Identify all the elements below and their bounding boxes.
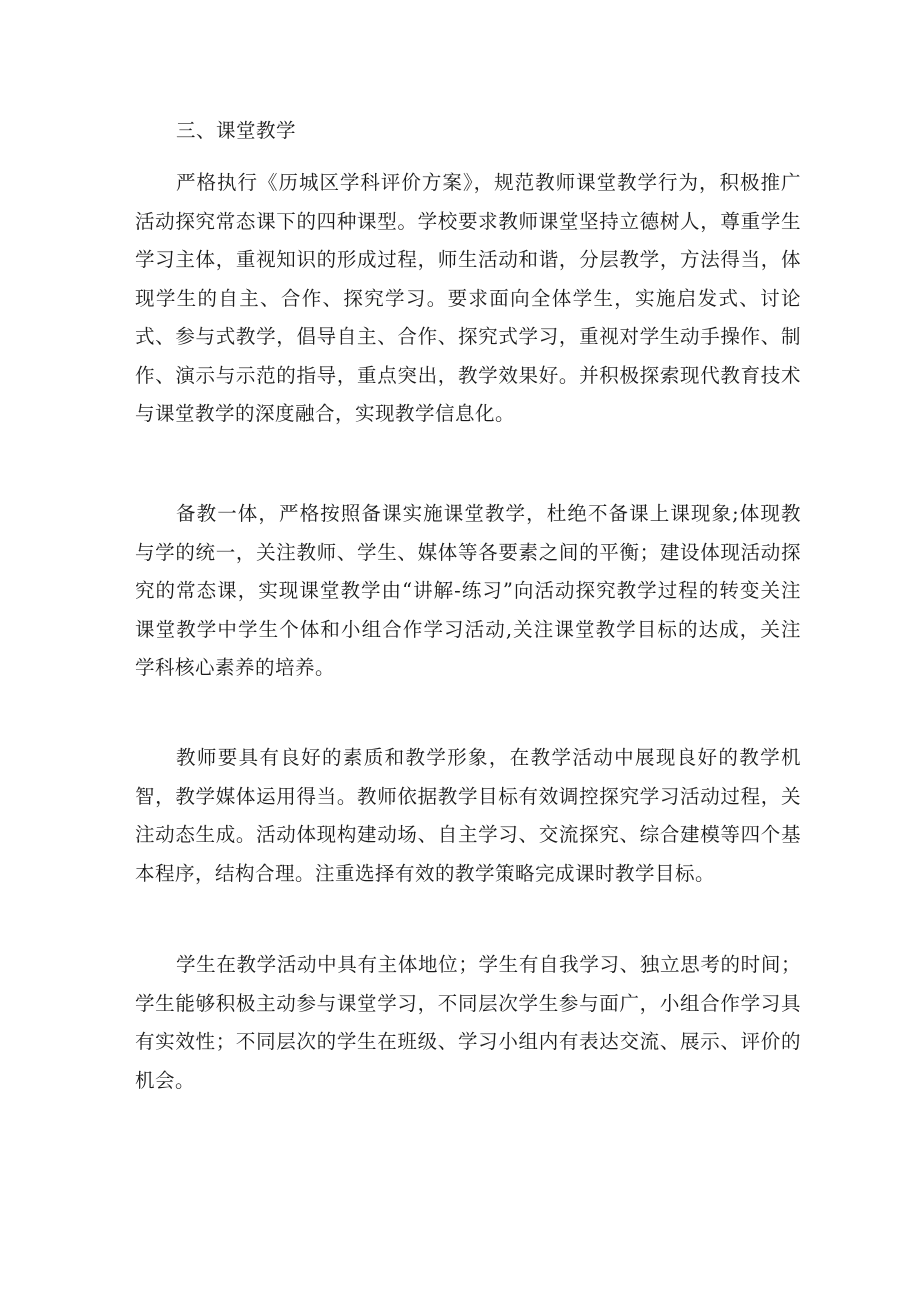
paragraph-teacher-quality: 教师要具有良好的素质和教学形象，在教学活动中展现良好的教学机智，教学媒体运用得当。教师依据教学目标有效调控探究学习活动过程，关注动态生成。活动体现构建动场、自主学习、交流探究、综合建模等四个基本程序，结构合理。注重选择有效的教学策略完成课时教学目标。 xyxy=(135,746,801,885)
paragraph-classroom-evaluation: 严格执行《历城区学科评价方案》，规范教师课堂教学行为，积极推广活动探究常态课下的四种课型。学校要求教师课堂坚持立德树人，尊重学生学习主体，重视知识的形成过程，师生活动和谐，分层教学，方法得当，体现学生的自主、合作、探究学习。要求面向全体学生，实施启发式、讨论式、参与式教学，倡导自主、合作、探究式学习，重视对学生动手操作、制作、演示与示范的指导，重点突出，教学效果好。并积极探索现代教育技术与课堂教学的深度融合，实现教学信息化。 xyxy=(135,171,801,425)
section-heading: 三、课堂教学 xyxy=(176,119,297,142)
paragraph-lesson-preparation: 备教一体，严格按照备课实施课堂教学，杜绝不备课上课现象;体现教与学的统一，关注教师、学生、媒体等各要素之间的平衡；建设体现活动探究的常态课，实现课堂教学由“讲解-练习”向活动探究教学过程的转变关注课堂教学中学生个体和小组合作学习活动,关注课堂教学目标的达成，关注学科核心素养的培养。 xyxy=(135,502,801,679)
paragraph-student-role: 学生在教学活动中具有主体地位；学生有自我学习、独立思考的时间；学生能够积极主动参与课堂学习，不同层次学生参与面广，小组合作学习具有实效性；不同层次的学生在班级、学习小组内有表达交流、展示、评价的机会。 xyxy=(135,953,801,1092)
